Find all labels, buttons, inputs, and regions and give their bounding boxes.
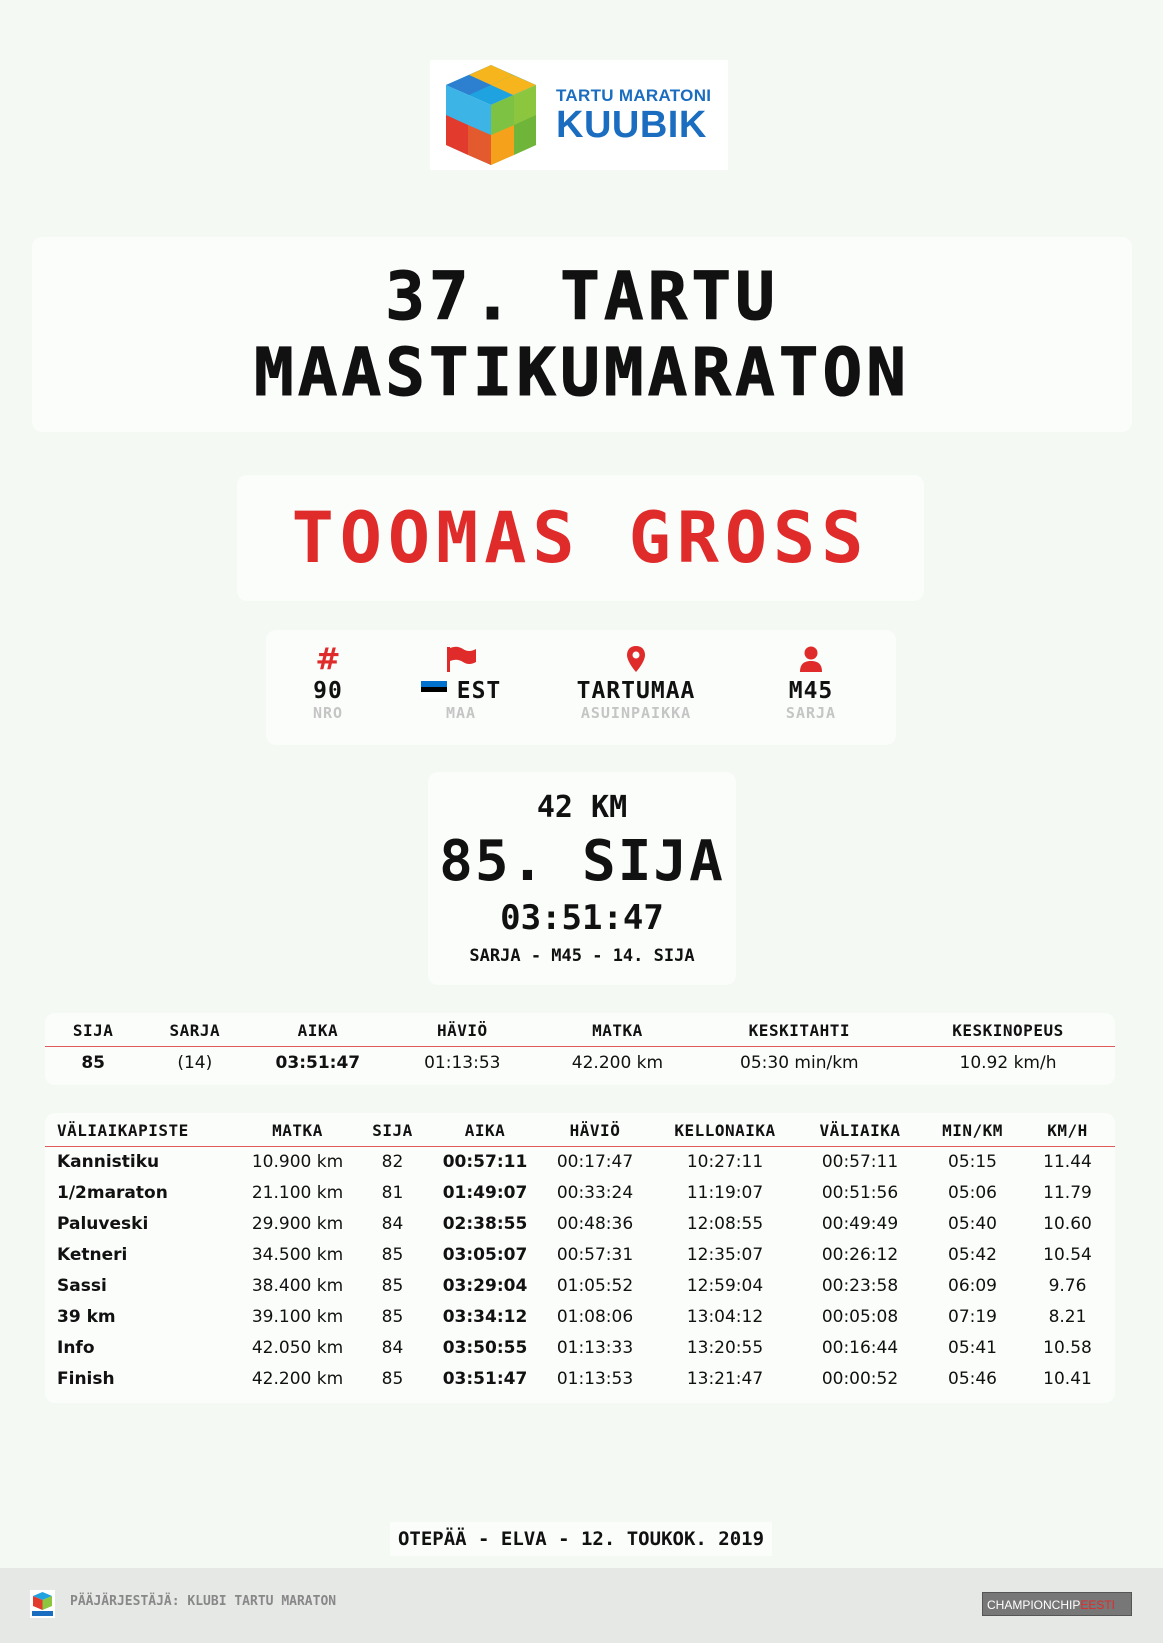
- category-value: M45: [788, 678, 834, 704]
- split-clock-time: 13:21:47: [686, 1369, 764, 1389]
- residence-item: [556, 644, 716, 722]
- split-gap: 00:17:47: [556, 1152, 634, 1173]
- summary-row: [45, 1047, 1115, 1074]
- splits-body: [45, 1147, 1115, 1395]
- result-place: 85. SIJA: [439, 829, 725, 894]
- split-row: [45, 1209, 1115, 1240]
- split-speed: 10.41: [1043, 1369, 1092, 1389]
- bib-number-item: [288, 641, 368, 722]
- split-distance: 38.400 km: [251, 1276, 344, 1296]
- split-speed: 11.44: [1043, 1152, 1092, 1173]
- organizer-text: PÄÄJÄRJESTÄJÄ: KLUBI TARTU MARATON: [70, 1594, 337, 1609]
- splits-header-row: [45, 1113, 1115, 1147]
- split-distance: 42.200 km: [251, 1369, 344, 1389]
- event-title-line1: 37. TARTU: [385, 257, 779, 335]
- header-havio: HÄVIÖ: [387, 1013, 537, 1047]
- split-time: 00:57:11: [442, 1152, 528, 1173]
- split-row: [45, 1178, 1115, 1209]
- split-gap: 01:13:53: [556, 1369, 634, 1389]
- header-aika: AIKA: [248, 1013, 387, 1047]
- event-date-location: OTEPÄÄ - ELVA - 12. TOUKOK. 2019: [390, 1522, 772, 1556]
- header-matka: MATKA: [537, 1013, 698, 1047]
- split-pace: 05:42: [948, 1245, 997, 1265]
- split-checkpoint: Finish: [57, 1369, 115, 1389]
- split-place: 85: [381, 1307, 404, 1327]
- runner-info-panel: [266, 630, 896, 745]
- split-split-time: 00:23:58: [821, 1276, 899, 1296]
- summary-header-row: [45, 1013, 1115, 1047]
- header-distance: MATKA: [245, 1113, 350, 1147]
- split-pace: 06:09: [948, 1276, 997, 1296]
- split-clock-time: 12:59:04: [686, 1276, 764, 1296]
- split-time: 03:50:55: [442, 1338, 528, 1358]
- split-split-time: 00:51:56: [821, 1183, 899, 1203]
- split-split-time: 00:57:11: [821, 1152, 899, 1173]
- hash-icon: #: [315, 641, 341, 677]
- event-logo: [430, 60, 728, 170]
- estonia-flag-icon: [421, 681, 447, 698]
- split-speed: 10.58: [1043, 1338, 1092, 1358]
- split-row: [45, 1147, 1115, 1178]
- person-icon: [766, 644, 856, 674]
- split-pace: 05:15: [948, 1152, 997, 1173]
- split-clock-time: 13:04:12: [686, 1307, 764, 1327]
- split-clock-time: 12:08:55: [686, 1214, 764, 1234]
- split-place: 85: [381, 1245, 404, 1265]
- summary-distance: 42.200 km: [571, 1053, 664, 1073]
- split-distance: 29.900 km: [251, 1214, 344, 1234]
- splits-table-panel: [45, 1113, 1115, 1403]
- country-label: MAA: [445, 704, 477, 722]
- championchip-logo: [982, 1592, 1132, 1616]
- split-distance: 39.100 km: [251, 1307, 344, 1327]
- split-speed: 9.76: [1048, 1276, 1087, 1296]
- bib-number-value: 90: [313, 678, 343, 704]
- header-split-time: VÄLIAIKA: [795, 1113, 925, 1147]
- split-split-time: 00:16:44: [821, 1338, 899, 1358]
- country-code: EST: [456, 678, 502, 704]
- split-distance: 21.100 km: [251, 1183, 344, 1203]
- runner-name: TOOMAS GROSS: [291, 497, 870, 579]
- split-place: 84: [381, 1338, 404, 1358]
- summary-table: [45, 1013, 1115, 1073]
- split-checkpoint: Sassi: [57, 1276, 107, 1296]
- split-time: 03:05:07: [442, 1245, 528, 1265]
- split-place: 81: [381, 1183, 404, 1203]
- header-time: AIKA: [435, 1113, 535, 1147]
- split-split-time: 00:05:08: [821, 1307, 899, 1327]
- split-row: [45, 1302, 1115, 1333]
- split-pace: 05:46: [948, 1369, 997, 1389]
- header-gap: HÄVIÖ: [535, 1113, 655, 1147]
- category-item: [766, 644, 856, 722]
- flag-icon: [406, 644, 516, 674]
- split-row: [45, 1333, 1115, 1364]
- split-gap: 00:57:31: [556, 1245, 634, 1265]
- split-time: 03:29:04: [442, 1276, 528, 1296]
- split-row: [45, 1364, 1115, 1395]
- summary-pace: 05:30 min/km: [740, 1053, 859, 1073]
- split-pace: 05:40: [948, 1214, 997, 1234]
- summary-time: 03:51:47: [275, 1053, 361, 1073]
- split-time: 01:49:07: [442, 1183, 528, 1203]
- split-checkpoint: Ketneri: [57, 1245, 128, 1265]
- result-time: 03:51:47: [500, 898, 664, 938]
- header-clock-time: KELLONAIKA: [655, 1113, 795, 1147]
- summary-speed: 10.92 km/h: [959, 1053, 1057, 1073]
- championchip-logo-part1: CHAMPIONCHIP: [987, 1598, 1081, 1612]
- split-gap: 01:13:33: [556, 1338, 634, 1358]
- split-split-time: 00:49:49: [821, 1214, 899, 1234]
- split-gap: 01:08:06: [556, 1307, 634, 1327]
- split-clock-time: 10:27:11: [686, 1152, 764, 1173]
- cube-logo-icon: [436, 61, 546, 169]
- split-pace: 05:06: [948, 1183, 997, 1203]
- location-pin-icon: [556, 644, 716, 674]
- splits-table: [45, 1113, 1115, 1395]
- split-clock-time: 12:35:07: [686, 1245, 764, 1265]
- split-gap: 01:05:52: [556, 1276, 634, 1296]
- split-speed: 8.21: [1048, 1307, 1087, 1327]
- header-checkpoint: VÄLIAIKAPISTE: [45, 1113, 245, 1147]
- split-place: 85: [381, 1276, 404, 1296]
- summary-category-place: (14): [177, 1053, 213, 1073]
- category-label: SARJA: [785, 704, 837, 722]
- split-distance: 10.900 km: [251, 1152, 344, 1173]
- runner-name-panel: [237, 475, 924, 601]
- split-checkpoint: 1/2maraton: [57, 1183, 168, 1203]
- summary-table-panel: [45, 1013, 1115, 1085]
- country-value: [406, 678, 516, 704]
- small-cube-logo-icon: [30, 1590, 55, 1618]
- header-sarja: SARJA: [141, 1013, 248, 1047]
- split-gap: 00:33:24: [556, 1183, 634, 1203]
- split-time: 03:51:47: [442, 1369, 528, 1389]
- header-place: SIJA: [350, 1113, 435, 1147]
- split-checkpoint: Info: [57, 1338, 95, 1358]
- split-pace: 07:19: [948, 1307, 997, 1327]
- split-time: 03:34:12: [442, 1307, 528, 1327]
- split-place: 84: [381, 1214, 404, 1234]
- split-row: [45, 1271, 1115, 1302]
- result-category-place: SARJA - M45 - 14. SIJA: [469, 946, 695, 966]
- split-checkpoint: Paluveski: [57, 1214, 149, 1234]
- championchip-logo-part2: EESTI: [1080, 1598, 1116, 1612]
- header-keskinopeus: KESKINOPEUS: [901, 1013, 1115, 1047]
- header-sija: SIJA: [45, 1013, 141, 1047]
- split-speed: 10.54: [1043, 1245, 1092, 1265]
- country-item: [406, 644, 516, 722]
- split-pace: 05:41: [948, 1338, 997, 1358]
- event-title: [254, 259, 910, 411]
- split-split-time: 00:00:52: [821, 1369, 899, 1389]
- bottom-bar: [0, 1568, 1163, 1643]
- event-title-line2: MAASTIKUMARATON: [253, 333, 911, 411]
- split-gap: 00:48:36: [556, 1214, 634, 1234]
- split-place: 82: [381, 1152, 404, 1173]
- summary-gap: 01:13:53: [424, 1053, 501, 1073]
- split-split-time: 00:26:12: [821, 1245, 899, 1265]
- split-clock-time: 13:20:55: [686, 1338, 764, 1358]
- split-time: 02:38:55: [442, 1214, 528, 1234]
- result-distance: 42 KM: [536, 790, 628, 825]
- logo-line1: TARTU MARATONI: [556, 85, 712, 105]
- residence-label: ASUINPAIKKA: [580, 704, 692, 722]
- split-clock-time: 11:19:07: [686, 1183, 764, 1203]
- bib-number-label: NRO: [312, 704, 344, 722]
- split-distance: 42.050 km: [251, 1338, 344, 1358]
- logo-line2: KUUBIK: [556, 103, 707, 146]
- split-row: [45, 1240, 1115, 1271]
- split-checkpoint: Kannistiku: [57, 1152, 160, 1173]
- result-panel: [428, 772, 736, 985]
- split-checkpoint: 39 km: [57, 1307, 116, 1327]
- split-place: 85: [381, 1369, 404, 1389]
- split-speed: 10.60: [1043, 1214, 1092, 1234]
- header-speed: KM/H: [1020, 1113, 1115, 1147]
- header-pace: MIN/KM: [925, 1113, 1020, 1147]
- event-title-panel: [32, 237, 1132, 432]
- split-distance: 34.500 km: [251, 1245, 344, 1265]
- split-speed: 11.79: [1043, 1183, 1092, 1203]
- residence-value: TARTUMAA: [576, 678, 696, 704]
- header-keskitahti: KESKITAHTI: [698, 1013, 901, 1047]
- summary-place: 85: [81, 1053, 105, 1073]
